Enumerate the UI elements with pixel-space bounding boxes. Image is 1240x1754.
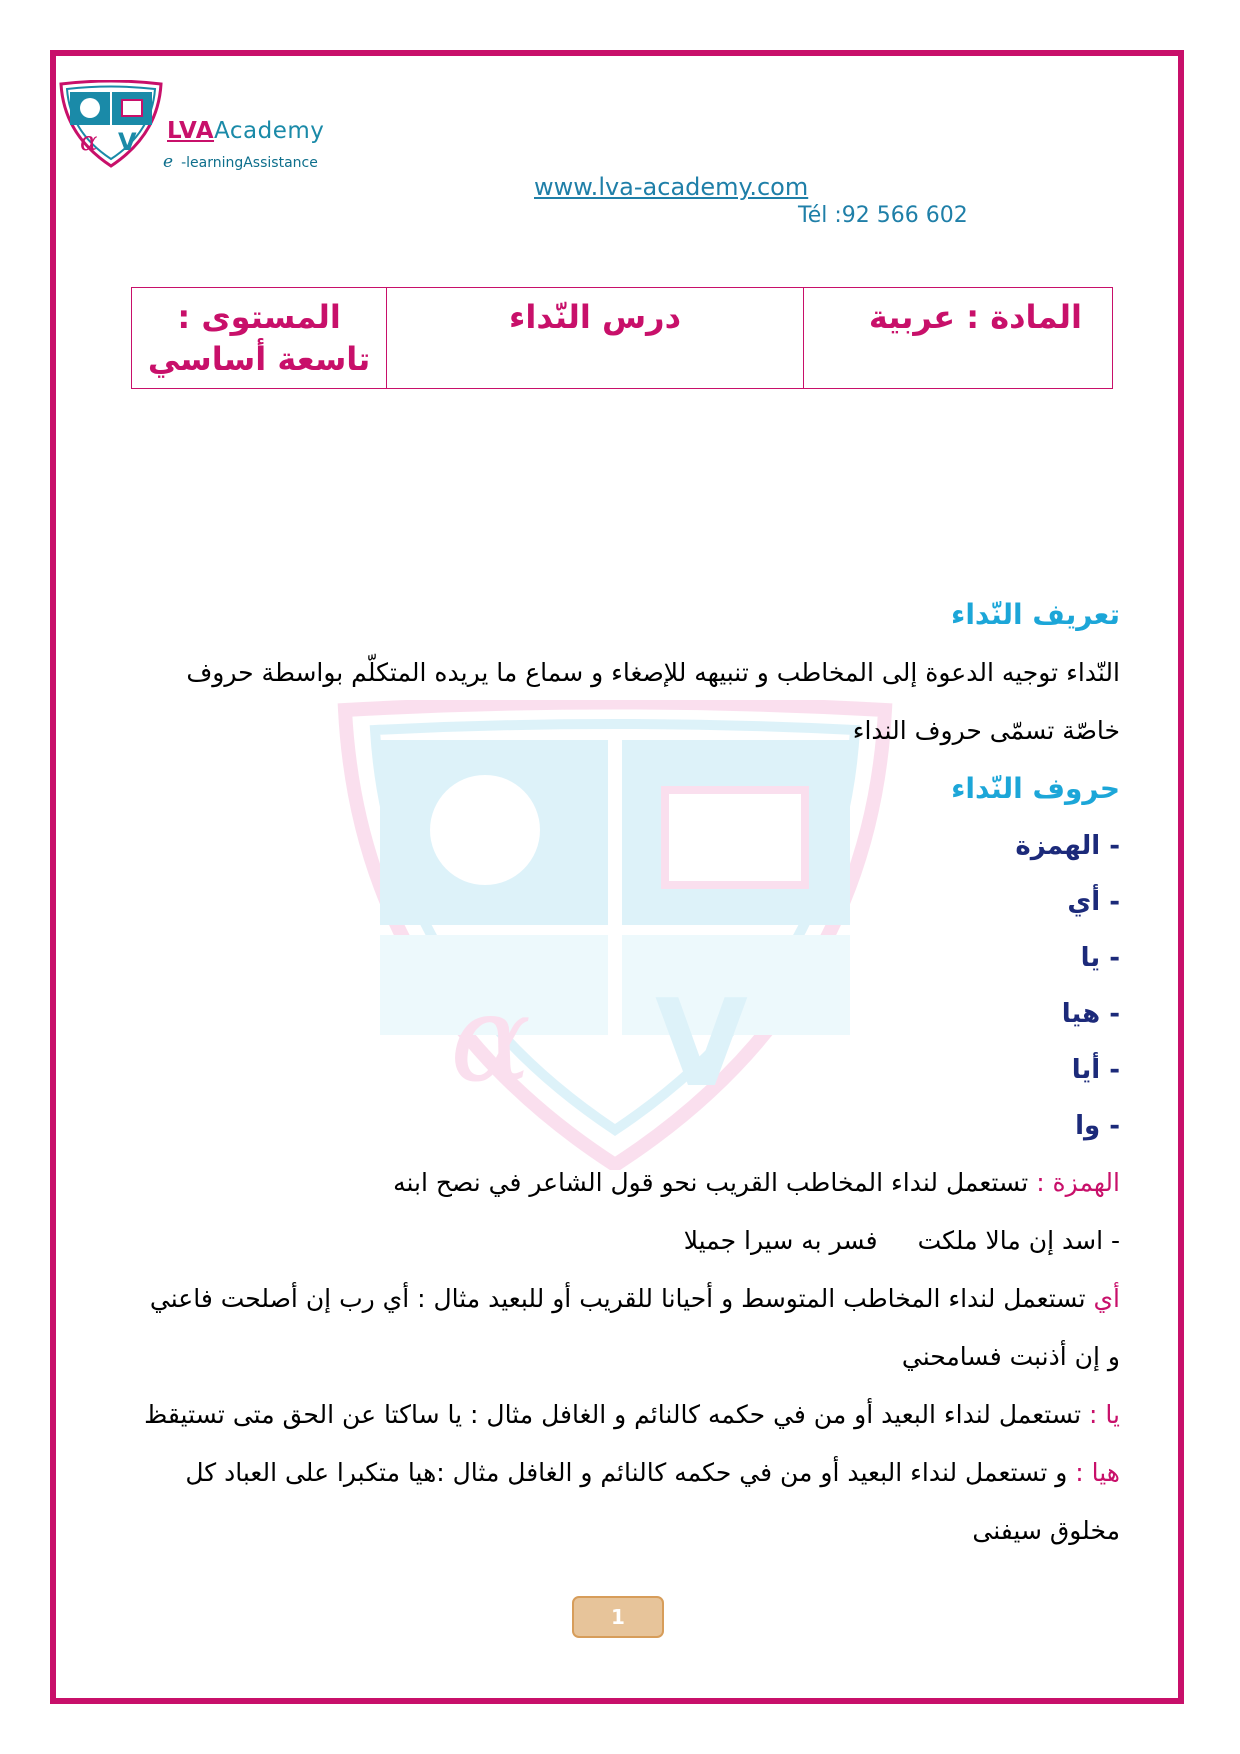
letter-item-ay: - أي bbox=[1067, 887, 1120, 917]
page-number: 1 bbox=[572, 1596, 664, 1638]
definition-heading: تعريف النّداء bbox=[951, 598, 1120, 631]
svg-text:α: α bbox=[80, 127, 98, 157]
verse-example: - اسد إن مالا ملكتفسر به سيرا جميلا bbox=[683, 1226, 1120, 1255]
phone-number: Tél :92 566 602 bbox=[798, 203, 968, 228]
letter-item-haya: - هيا bbox=[1061, 999, 1120, 1029]
letter-item-ya: - يا bbox=[1080, 943, 1120, 973]
hamza-explanation: الهمزة : تستعمل لنداء المخاطب القريب نحو قول الشاعر في نصح ابنه bbox=[393, 1168, 1120, 1197]
definition-text-line2: خاصّة تسمّى حروف النداء bbox=[852, 716, 1120, 745]
svg-text:V: V bbox=[655, 975, 748, 1114]
lesson-info-table bbox=[131, 287, 1113, 389]
haya-explanation-line1: هيا : و تستعمل لنداء البعيد أو من في حكمه كالنائم و الغافل مثال :هيا متكبرا على العباد كل bbox=[185, 1458, 1120, 1487]
ya-explanation: يا : تستعمل لنداء البعيد أو من في حكمه كالنائم و الغافل مثال : يا ساكتا عن الحق متى تستيقظ bbox=[144, 1400, 1120, 1429]
lva-academy-logo bbox=[58, 80, 164, 168]
level-cell: المستوى : تاسعة أساسي bbox=[132, 288, 387, 389]
subject-cell: المادة : عربية bbox=[803, 288, 1112, 389]
letter-item-aya: - أيا bbox=[1071, 1055, 1120, 1085]
svg-text:V: V bbox=[118, 128, 137, 156]
lesson-content bbox=[130, 586, 1120, 1560]
lesson-title-cell: درس النّداء bbox=[387, 288, 804, 389]
ya-label: يا : bbox=[1089, 1400, 1120, 1429]
ay-label: أي bbox=[1093, 1284, 1120, 1313]
letter-item-hamza: - الهمزة bbox=[1015, 831, 1120, 861]
website-link[interactable]: www.lva-academy.com bbox=[534, 173, 809, 201]
definition-text-line1: النّداء توجيه الدعوة إلى المخاطب و تنبيهه للإصغاء و سماع ما يريده المتكلّم بواسطة حروف bbox=[186, 658, 1120, 687]
brand-tagline: e -learningAssistance bbox=[163, 152, 318, 172]
letters-heading: حروف النّداء bbox=[951, 772, 1120, 805]
haya-label: هيا : bbox=[1075, 1458, 1120, 1487]
brand-name: LVAAcademy bbox=[167, 118, 325, 144]
letter-item-wa: - وا bbox=[1075, 1111, 1120, 1141]
ay-explanation-line1: أي تستعمل لنداء المخاطب المتوسط و أحيانا للقريب أو للبعيد مثال : أي رب إن أصلحت فاعني bbox=[149, 1284, 1120, 1313]
ay-explanation-line2: و إن أذنبت فسامحني bbox=[901, 1342, 1120, 1371]
haya-explanation-line2: مخلوق سيفنى bbox=[972, 1516, 1120, 1545]
hamza-label: الهمزة : bbox=[1036, 1168, 1120, 1197]
svg-text:α: α bbox=[450, 970, 532, 1109]
